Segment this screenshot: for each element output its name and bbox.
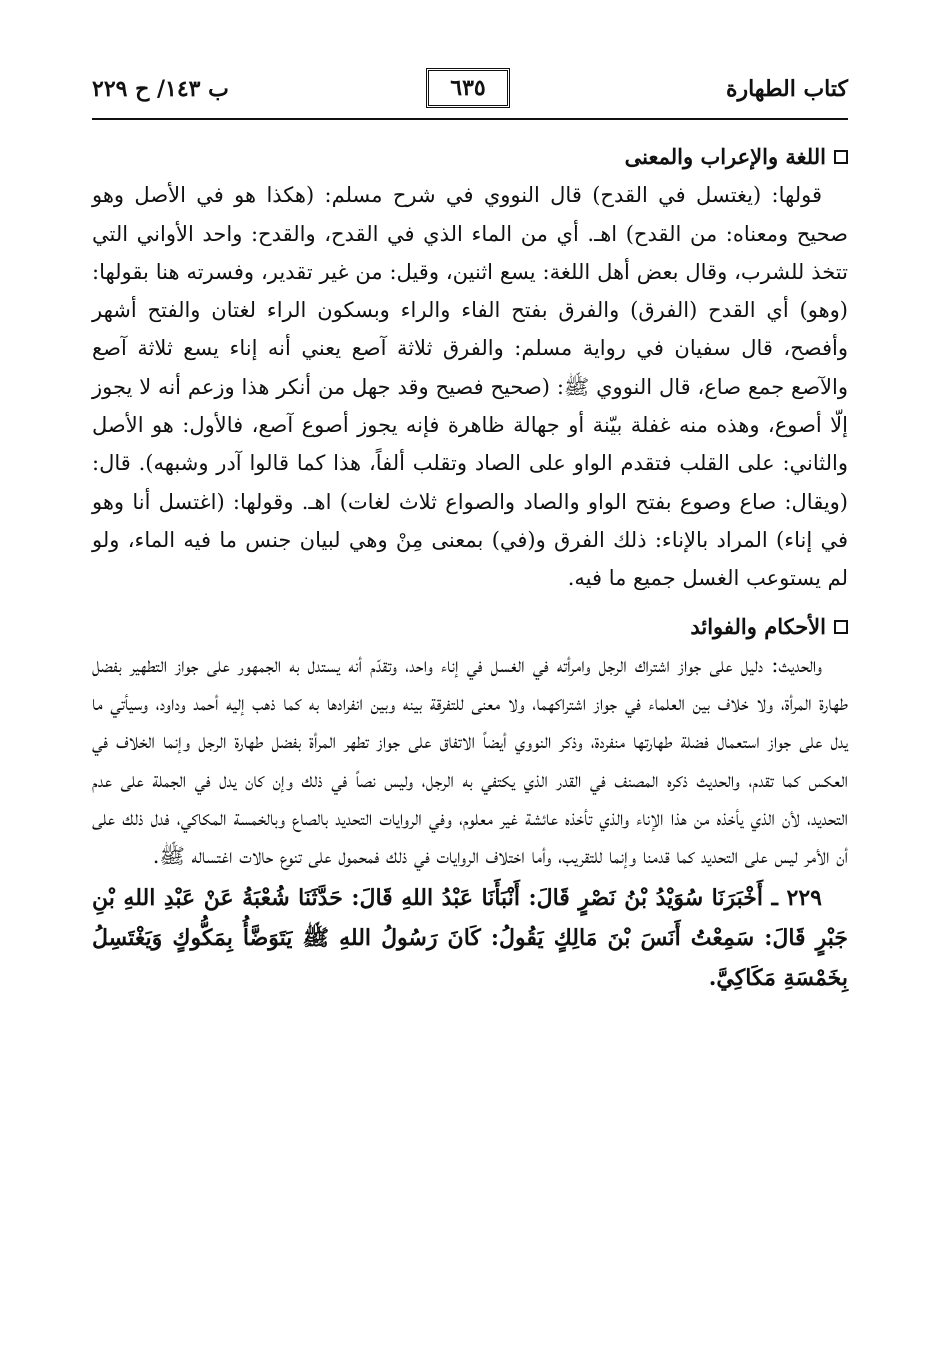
chapter-hadith-reference: ب ١٤٣/ ح ٢٢٩ [92,76,229,102]
language-paragraph: قولها: (يغتسل في القدح) قال النووي في شرح مسلم: (هكذا هو في الأصل وهو صحيح ومعناه: من القدح) اهـ. أي من الماء الذي في القدح، والقدح: واحد الأواني التي تتخذ للشرب، وقال بعض أهل اللغة: يسع اثنين، وقيل: من غير تقدير، وفسرته هنا بقولها: (وهو) أي القدح (الفرق) والفرق بفتح الفاء والراء وبسكون الراء لغتان والفتح أشهر وأفصح، قال سفيان في رواية مسلم: والفرق ثلاثة آصع يعني أنه إناء يسع ثلاثة آصع والآصع جمع صاع، قال النووي ﷺ: (صحيح فصيح وقد جهل من أنكر هذا وزعم أنه لا يجوز إلّا أصوع، وهذه منه غفلة بيّنة أو جهالة ظاهرة فإنه يجوز أصوع آصع، فالأول: هو الأصل والثاني: على القلب فتقدم الواو على الصاد وتقلب ألفاً، هذا كما قالوا آدر وشبهه). قال: (ويقال: صاع وصوع بفتح الواو والصاد والصواع ثلاث لغات) اهـ. وقولها: (اغتسل أنا وهو في إناء) المراد بالإناء: ذلك الفرق و(في) بمعنى مِنْ وهي لبيان جنس ما فيه الماء، ولو لم يستوعب الغسل جميع ما فيه. [92,183,848,591]
section-heading-rulings [92,608,848,646]
section-heading-language-text: اللغة والإعراب والمعنى [624,144,826,169]
page-header [92,74,848,118]
header-rule [92,118,848,120]
section-heading-rulings-text: الأحكام والفوائد [690,613,826,639]
square-bullet-icon [834,620,848,634]
section-heading-language [92,138,848,176]
page-number: ٦٣٥ [426,68,510,108]
page-body [92,138,848,998]
rulings-paragraph: والحديث: دليل على جواز اشتراك الرجل وامرأته في الغسل في إناء واحد، وتقدّم أنه يستدل به الجمهور على جواز التطهير بفضل طهارة المرأة، ولا خلاف بين العلماء في جواز اشتراكهما، ولا معنى للتفرقة بينه وبين انفرادها به كما ذهب إليه أحمد وداود، وسيأتي ما يدل على جواز استعمال فضلة طهارتها منفردة، وذكر النووي أيضاً الاتفاق على جواز تطهر المرأة بفضل طهارة الرجل وإنما الخلاف في العكس كما تقدم، والحديث ذكره المصنف في القدر الذي يكتفي به الرجل، وليس نصاً في ذلك وإن كان يدل في الجملة على عدم التحديد، لأن الذي يأخذه من هذا الإناء والذي تأخذه عائشة غير معلوم، وفي الروايات التحديد بالصاع وبالخمسة المكاكي، فدل ذلك على أن الأمر ليس على التحديد كما قدمنا وإنما للتقريب، وأما اختلاف الروايات في ذلك فمحمول على تنوع حالات اغتساله ﷺ. [92,652,848,869]
book-title: كتاب الطهارة [725,76,848,102]
hadith-text: ٢٢٩ ـ أَخْبَرَنَا سُوَيْدُ بْنُ نَصْرٍ قَالَ: أَنْبَأَنَا عَبْدُ اللهِ قَالَ: حَدَّثَنَا شُعْبَةُ عَنْ عَبْدِ اللهِ بْنِ جَبْرٍ قَالَ: سَمِعْتُ أَنَسَ بْنَ مَالِكٍ يَقُولُ: كَانَ رَسُولُ اللهِ ﷺ يَتَوَضَّأُ بِمَكُّوكٍ وَيَغْتَسِلُ بِخَمْسَةِ مَكَاكِيَّ. [92,884,848,991]
square-bullet-icon [834,150,848,164]
